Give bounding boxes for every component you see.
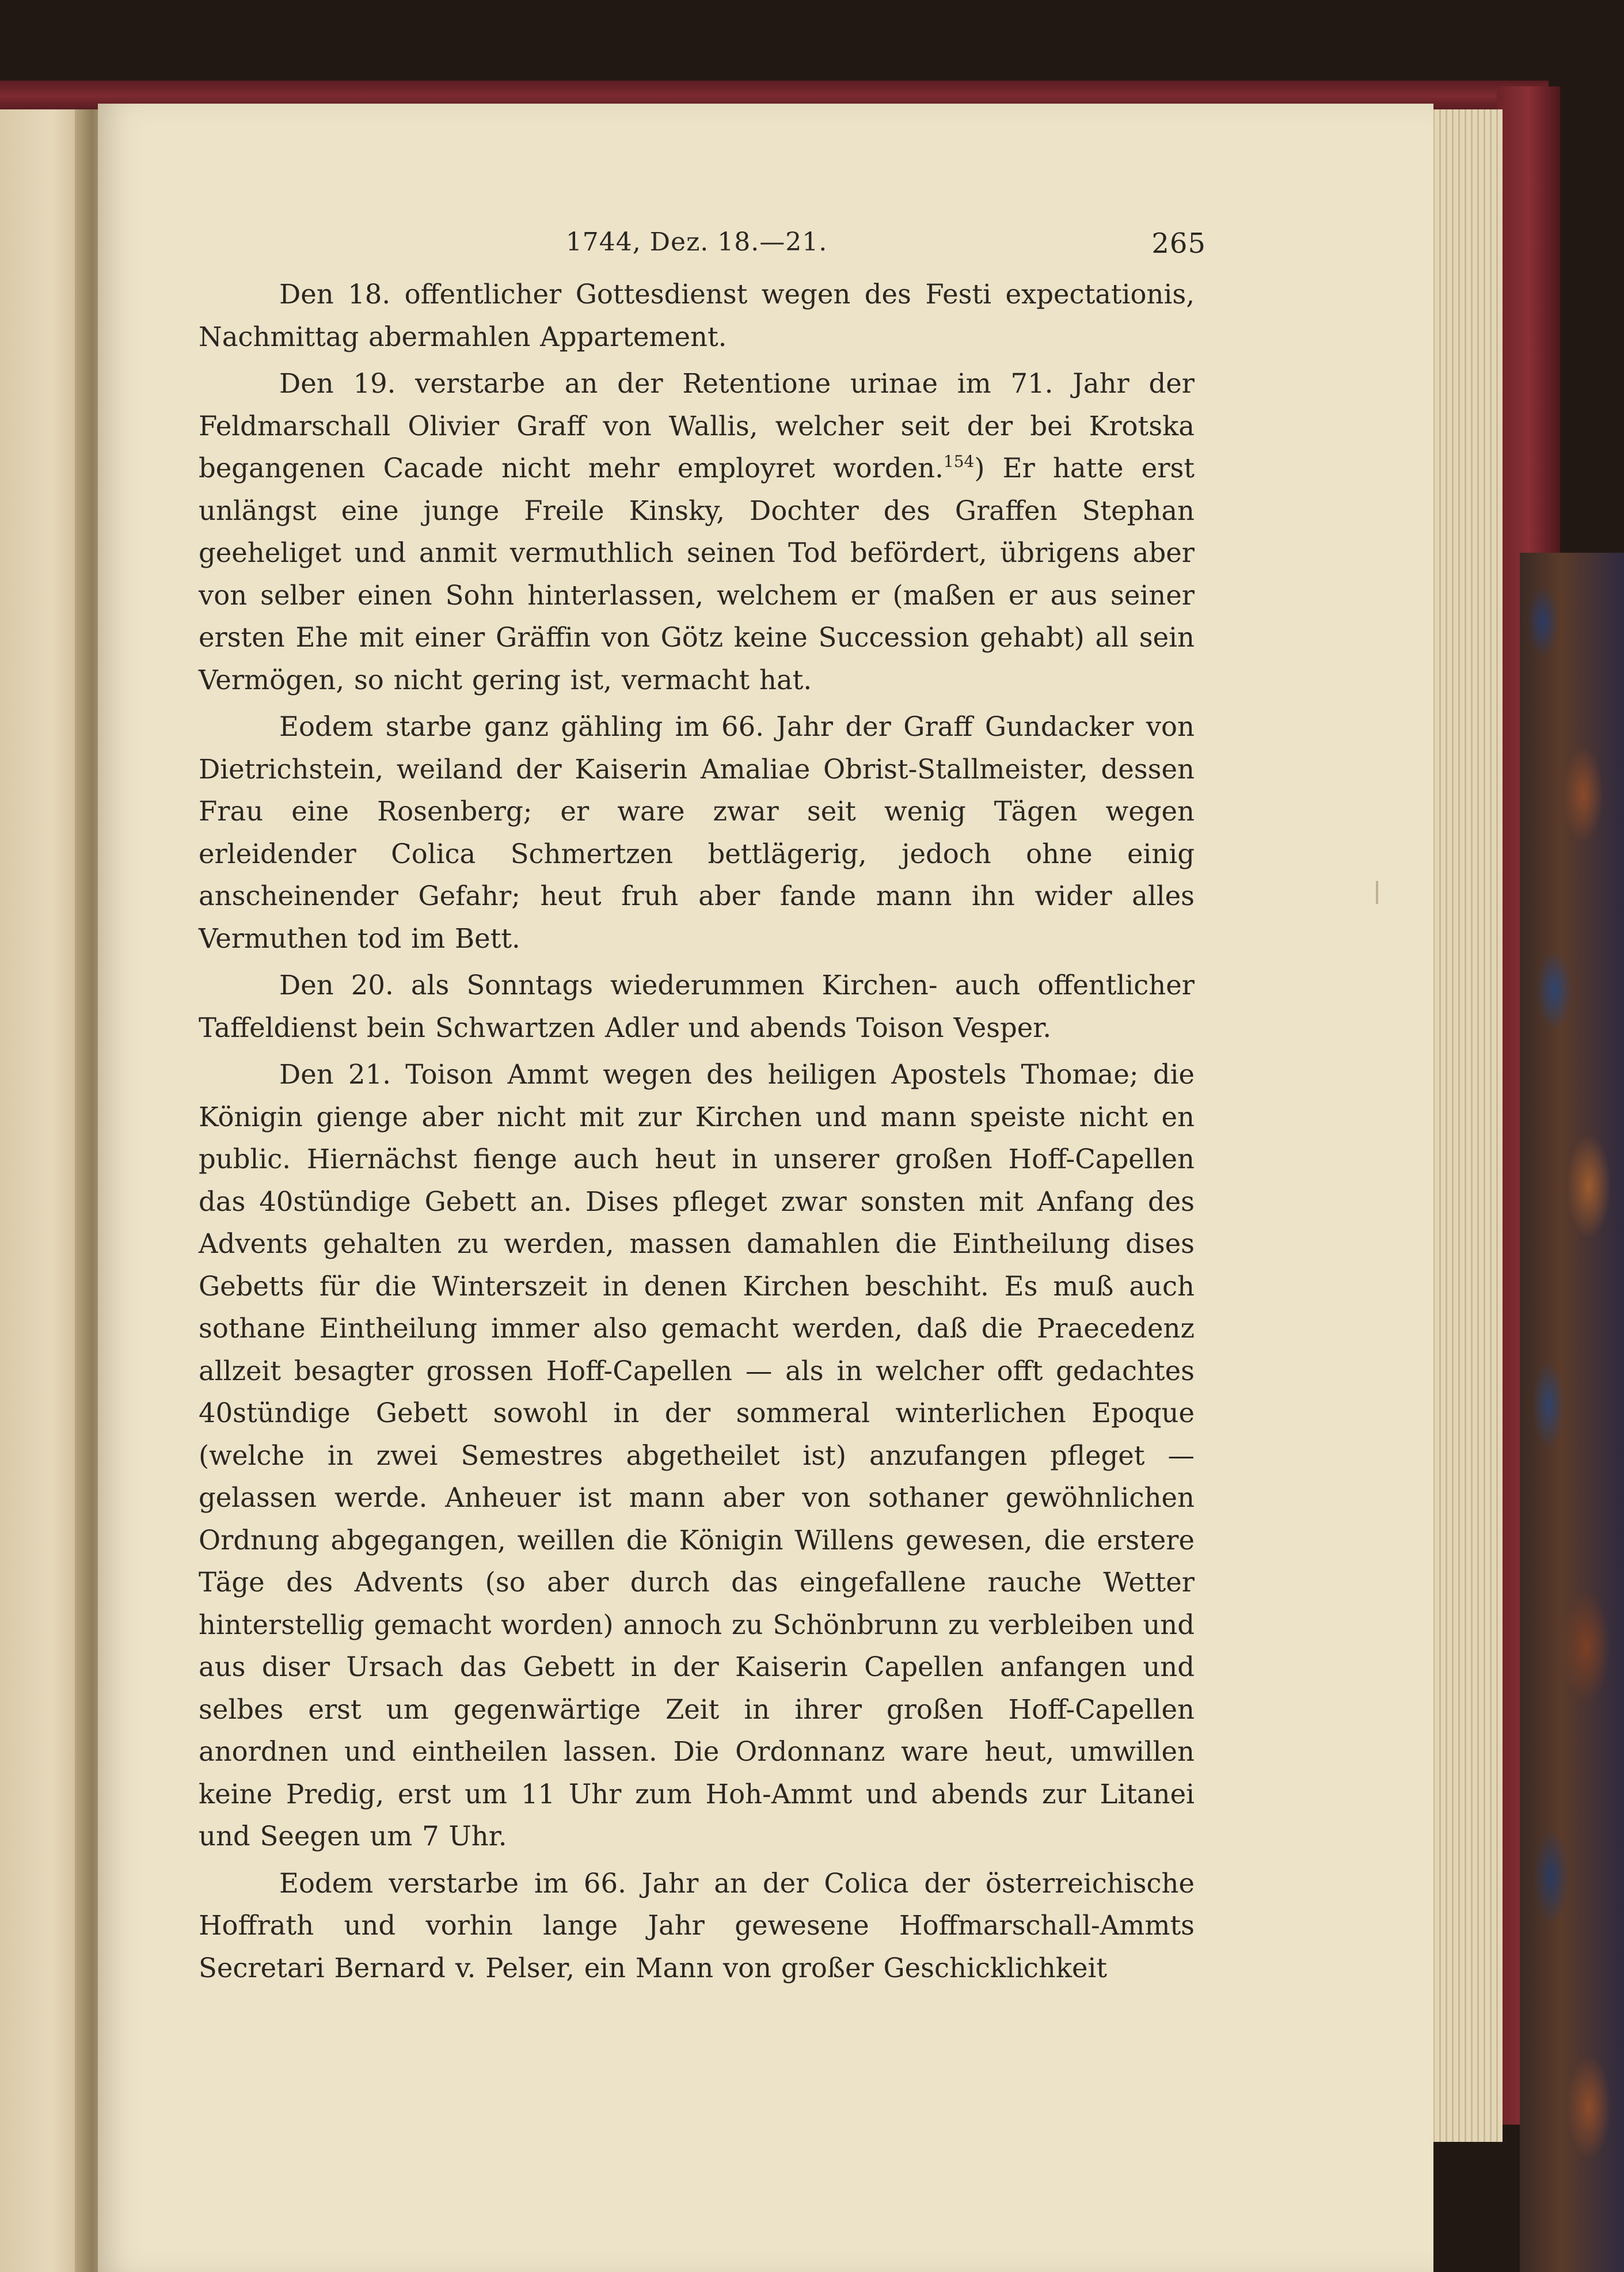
marbled-endpaper (1520, 553, 1624, 2272)
page-header (199, 227, 1206, 273)
margin-mark (1376, 881, 1378, 904)
paragraph-dec-20: Den 20. als Sonntags wiederummen Kirchen- auch offentlicher Taffeldienst bein Schwartzen Adler und abends Toison Vesper. (199, 970, 1195, 1043)
paragraph-eodem-pelser: Eodem verstarbe im 66. Jahr an der Colica der österreichische Hoffrath und vorhin lange Jahr gewesene Hoffmarschall-Ammts Secretari Bernard v. Pelser, ein Mann von großer Geschicklichkeit (199, 1867, 1195, 1984)
paragraph-dec-19-part-1: Den 19. verstarbe an der Retentione urinae im 71. Jahr der Feldmarschall Olivier Graff von Wallis, welcher seit der bei Krotska begangenen Cacade nicht mehr employret worden. (199, 368, 1195, 484)
paragraph-dec-19-part-2: ) Er hatte erst unlängst eine junge Freile Kinsky, Dochter des Graffen Stephan geeheliget und anmit vermuthlich seinen Tod befördert, übrigens aber von selber einen Sohn hinterlassen, welchem er (maßen er aus seiner ersten Ehe mit einer Gräffin von Götz keine Succession gehabt) all sein Vermögen, so nicht gering ist, vermacht hat. (199, 453, 1195, 696)
facing-page-edge (0, 109, 86, 2272)
page-number: 265 (1151, 227, 1206, 260)
paragraph-dec-19 (199, 363, 1195, 701)
paragraph-dec-18: Den 18. offentlicher Gottesdienst wegen des Festi expectationis, Nachmittag abermahlen Appartement. (199, 279, 1195, 352)
running-title: 1744, Dez. 18.—21. (565, 227, 828, 257)
paragraph-dec-21: Den 21. Toison Ammt wegen des heiligen Apostels Thomae; die Königin gienge aber nicht mit zur Kirchen und mann speiste nicht en public. Hiernächst fienge auch heut in unserer großen Hoff-Capellen das 40stündige Gebett an. Dises pfleget zwar sonsten mit Anfang des Advents gehalten zu werden, massen damahlen die Eintheilung dises Gebetts für die Winterszeit in denen Kirchen beschiht. Es muß auch sothane Eintheilung immer also gemacht werden, daß die Praecedenz allzeit besagter grossen Hoff-Capellen — als in welcher offt gedachtes 40stündige Gebett sowohl in der sommeral winterlichen Epoque (welche in zwei Semestres abgetheilet ist) anzufangen pfleget — gelassen werde. Anheuer ist mann aber von sothaner gewöhnlichen Ordnung abgegangen, weillen die Königin Willens gewesen, die erstere Täge des Advents (so aber durch das eingefallene rauche Wetter hinterstellig gemacht worden) annoch zu Schönbrunn zu verbleiben und aus diser Ursach das Gebett in der Kaiserin Capellen anfangen und selbes erst um gegenwärtige Zeit in ihrer großen Hoff-Capellen anordnen und eintheilen lassen. Die Ordonnanz ware heut, umwillen keine Predig, erst um 11 Uhr zum Hoh-Ammt und abends zur Litanei und Seegen um 7 Uhr. (199, 1059, 1195, 1852)
page-stack-edge (1422, 109, 1503, 2142)
page-text-block (199, 227, 1206, 1989)
footnote-marker: 154 (943, 452, 975, 471)
paragraph-eodem-dietrichstein: Eodem starbe ganz gähling im 66. Jahr der Graff Gundacker von Dietrichstein, weiland der Kaiserin Amaliae Obrist-Stallmeister, dessen Frau eine Rosenberg; er ware zwar seit wenig Tägen wegen erleidender Colica Schmertzen bettlägerig, jedoch ohne einig anscheinender Gefahr; heut fruh aber fande mann ihn wider alles Vermuthen tod im Bett. (199, 711, 1195, 954)
